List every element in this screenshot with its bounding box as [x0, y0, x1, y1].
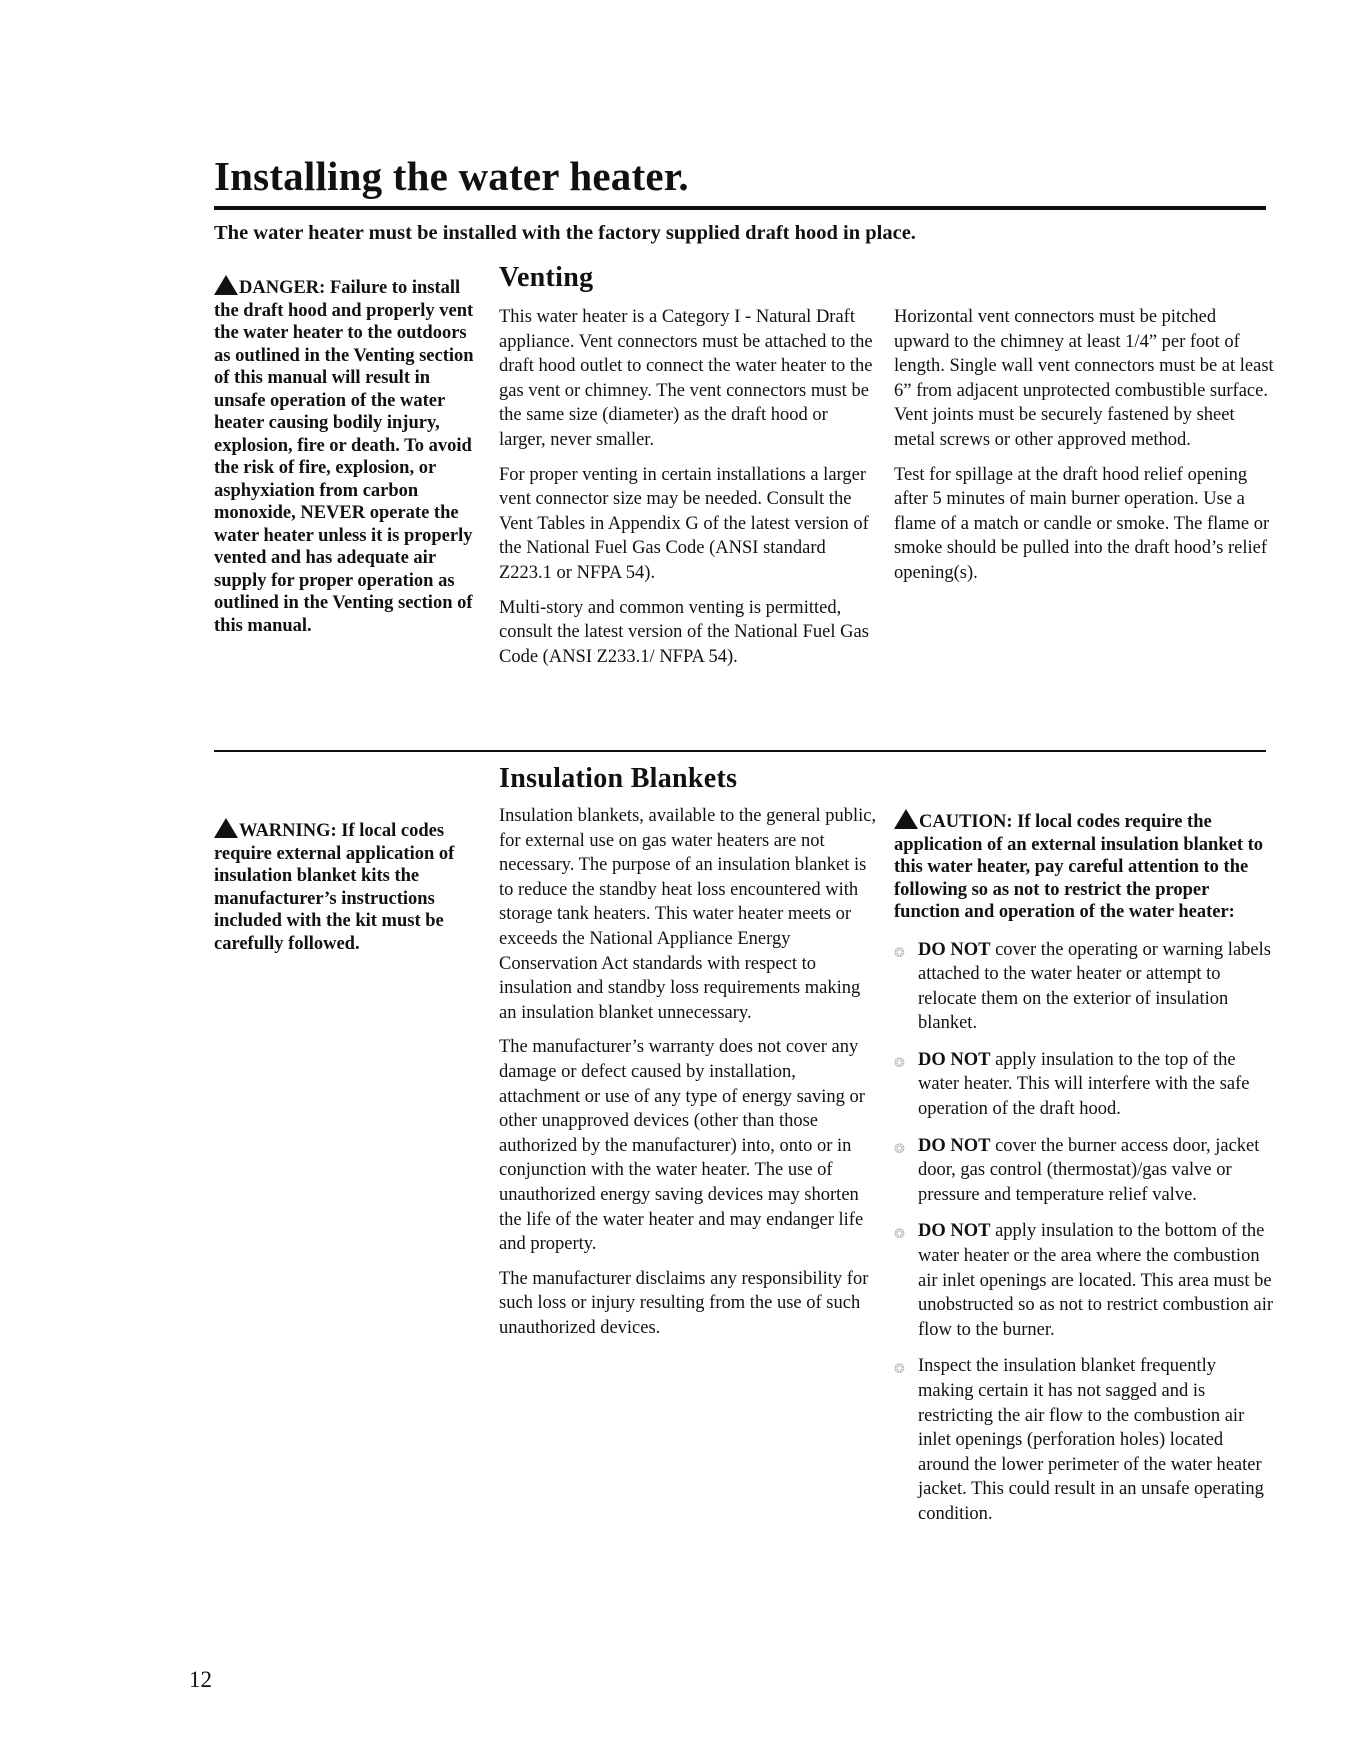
warning-notice — [214, 818, 474, 955]
danger-label: DANGER: — [239, 278, 326, 298]
page-subtitle: The water heater must be installed with the factory supplied draft hood in place. — [214, 222, 916, 244]
warning-triangle-icon — [894, 809, 918, 829]
warning-label: WARNING: — [239, 821, 337, 841]
bullet-icon: ❂ — [894, 1362, 905, 1378]
item-text: Inspect the insulation blanket frequently making certain it has not sagged and is restricting the air flow to the combustion air inlet openings (perforation holes) located around the lower perimeter of the water heater jacket. This could result in an unsafe operating condition. — [918, 1356, 1264, 1524]
caution-notice — [894, 809, 1274, 1539]
item-emphasis: DO NOT — [918, 1135, 991, 1156]
bullet-icon: ❂ — [894, 1055, 905, 1071]
warning-triangle-icon — [214, 275, 238, 295]
caution-list-item — [894, 1048, 1274, 1122]
item-emphasis: DO NOT — [918, 1221, 991, 1242]
caution-list-item — [894, 938, 1274, 1036]
venting-heading: Venting — [499, 262, 594, 293]
danger-text: Failure to install the draft hood and properly vent the water heater to the outdoors as outlined in the Venting section of this manual will result in unsafe operation of the water heater causing bodily injury, explosion, fire or death. To avoid the risk of fire, explosion, or asphyxiation from carbon monoxide, NEVER operate the water heater unless it is properly vented and has adequate air supply for proper operation as outlined in the Venting section of this manual. — [214, 278, 474, 636]
insulation-paragraph: The manufacturer’s warranty does not cover any damage or defect caused by installation, attachment or use of any type of energy saving or other unapproved devices (other than those authorized by the manufacturer) into, onto or in conjunction with the water heater. The use of unauthorized energy saving devices may shorten the life of the water heater and may endanger life and property. — [499, 1037, 865, 1255]
caution-label: CAUTION: — [919, 812, 1013, 832]
venting-column-1 — [499, 305, 877, 679]
venting-paragraph: Horizontal vent connectors must be pitched upward to the chimney at least 1/4” per foot of length. Single wall vent connectors must be at least 6” from adjacent unprotected combustible surface. Vent joints must be securely fastened by sheet metal screws or other approved method. — [894, 307, 1274, 450]
insulation-paragraph: Insulation blankets, available to the general public, for external use on gas water heaters are not necessary. The purpose of an insulation blanket is to reduce the standby heat loss encountered with storage tank heaters. This water heater meets or exceeds the National Appliance Energy Conservation Act standards with respect to insulation and standby loss requirements making an insulation blanket unnecessary. — [499, 806, 877, 1023]
item-text: cover the operating or warning labels attached to the water heater or attempt to relocate them on the exterior of insulation blanket. — [918, 939, 1271, 1034]
bullet-icon: ❂ — [894, 945, 905, 961]
venting-paragraph: This water heater is a Category I - Natural Draft appliance. Vent connectors must be attached to the draft hood outlet to connect the water heater to the gas vent or chimney. The vent connectors must be the same size (diameter) as the draft hood or larger, never smaller. — [499, 307, 873, 450]
warning-triangle-icon — [214, 818, 238, 838]
caution-list-item — [894, 1134, 1274, 1208]
page-number: 12 — [189, 1667, 212, 1692]
title-rule — [214, 206, 1266, 210]
danger-notice — [214, 275, 474, 637]
item-text: cover the burner access door, jacket door, gas control (thermostat)/gas valve or pressure and temperature relief valve. — [918, 1135, 1260, 1205]
caution-text: If local codes require the application of an external insulation blanket to this water heater, pay careful attention to the following so as not to restrict the proper function and operation of the water heater: — [894, 812, 1264, 922]
venting-column-2 — [894, 305, 1274, 596]
caution-header — [894, 809, 1274, 924]
caution-list-item — [894, 1219, 1274, 1342]
section-divider — [214, 750, 1266, 752]
page-title: Installing the water heater. — [214, 153, 689, 199]
item-emphasis: DO NOT — [918, 939, 991, 960]
bullet-icon: ❂ — [894, 1227, 905, 1243]
bullet-icon: ❂ — [894, 1141, 905, 1157]
insulation-column — [499, 804, 877, 1350]
venting-paragraph: For proper venting in certain installations a larger vent connector size may be needed. Consult the Vent Tables in Appendix G of the latest version of the National Fuel Gas Code (ANSI standard Z223.1 or NFPA 54). — [499, 464, 869, 583]
item-text: apply insulation to the top of the water heater. This will interfere with the safe operation of the draft hood. — [918, 1049, 1250, 1120]
caution-list-item — [894, 1354, 1274, 1526]
insulation-paragraph: The manufacturer disclaims any responsibility for such loss or injury resulting from the use of such unauthorized devices. — [499, 1268, 869, 1338]
warning-text: If local codes require external application of insulation blanket kits the manufacturer’s instructions included with the kit must be carefully followed. — [214, 821, 455, 954]
item-emphasis: DO NOT — [918, 1049, 991, 1070]
venting-paragraph: Multi-story and common venting is permitted, consult the latest version of the National Fuel Gas Code (ANSI Z233.1/ NFPA 54). — [499, 597, 869, 667]
insulation-heading: Insulation Blankets — [499, 763, 738, 794]
venting-paragraph: Test for spillage at the draft hood relief opening after 5 minutes of main burner operation. Use a flame of a match or candle or smoke. The flame or smoke should be pulled into the draft hood’s relief opening(s). — [894, 464, 1270, 583]
item-text: apply insulation to the bottom of the water heater or the area where the combustion air inlet openings are located. This area must be unobstructed so as not to restrict combustion air flow to the burner. — [918, 1221, 1274, 1340]
